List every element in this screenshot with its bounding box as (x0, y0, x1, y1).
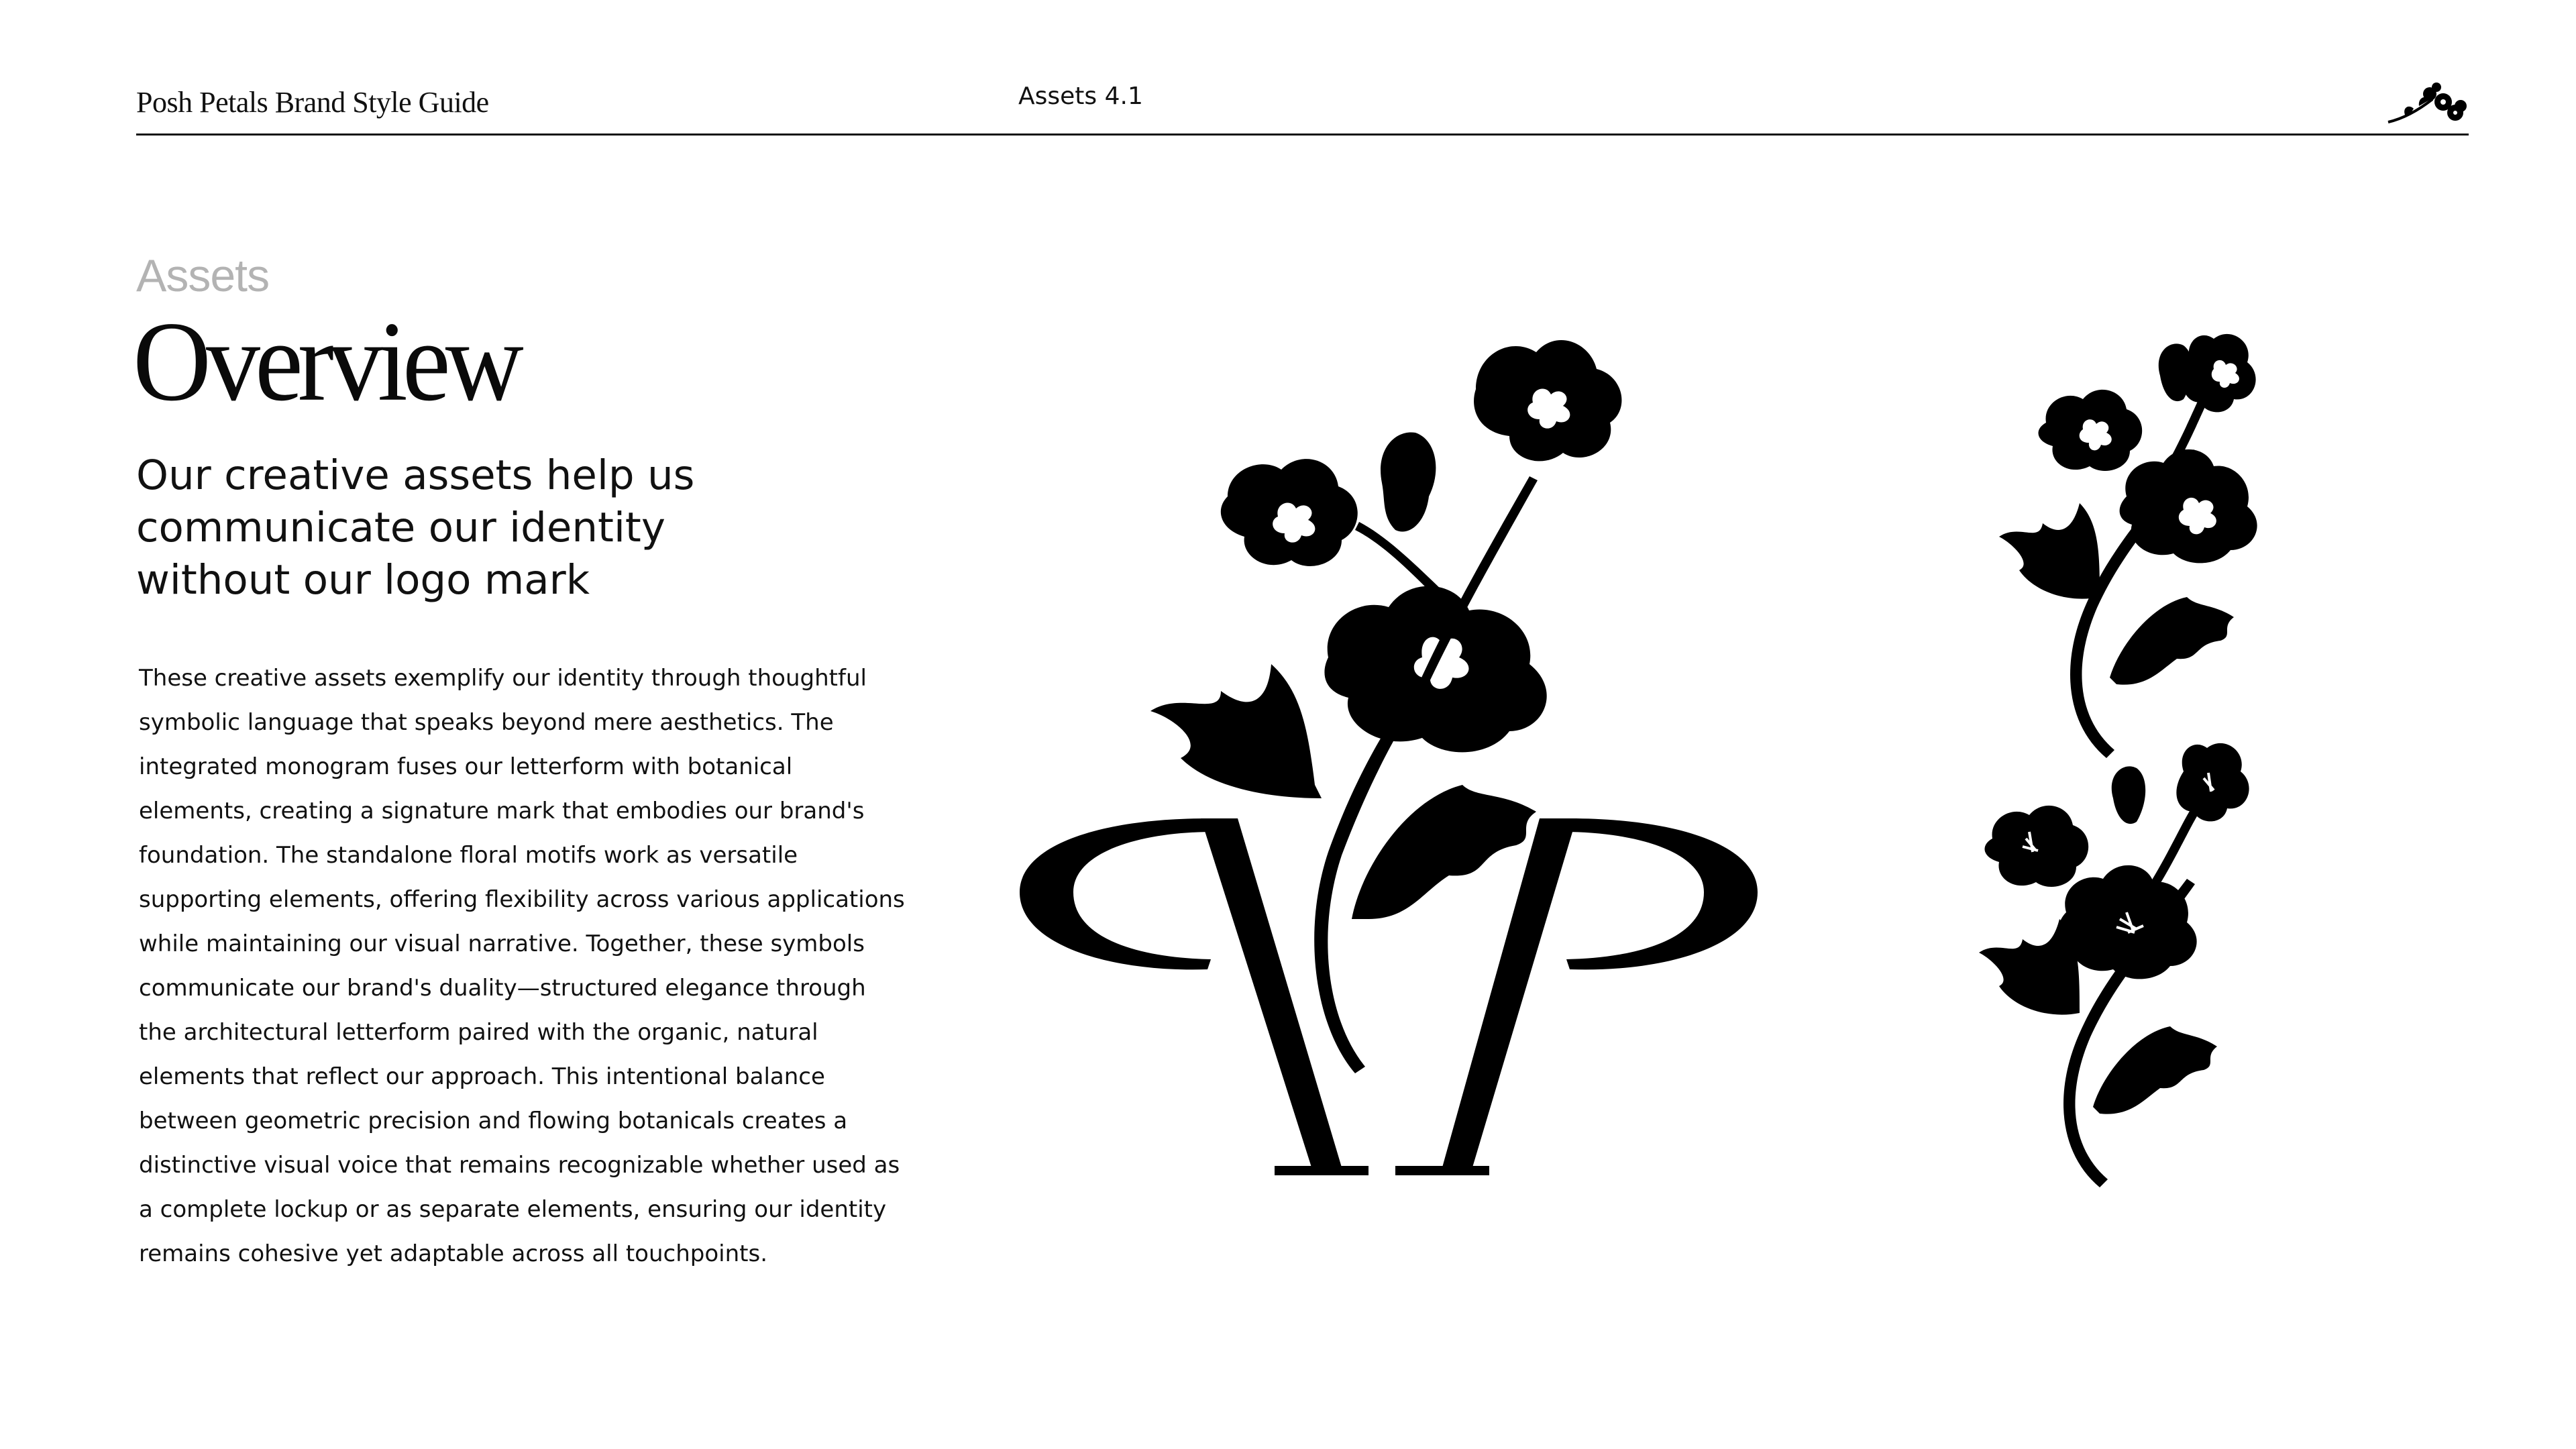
blossom-branch-icon (1952, 731, 2301, 1201)
body-line: distinctive visual voice that remains recognizable whether used as (139, 1152, 900, 1179)
body-line: These creative assets exemplify our identity through thoughtful (139, 665, 867, 692)
body-line: remains cohesive yet adaptable across all touchpoints. (139, 1240, 768, 1267)
body-line: while maintaining our visual narrative. Together, these symbols (139, 930, 865, 957)
page-header (136, 0, 2469, 136)
pp-monogram-with-floral-icon (1006, 315, 1771, 1187)
brand-name: Posh Petals Brand Style Guide (136, 86, 489, 119)
body-line: elements, creating a signature mark that embodies our brand's (139, 798, 865, 824)
body-line: elements that reflect our approach. This intentional balance (139, 1063, 825, 1090)
subtitle-line: without our logo mark (136, 556, 590, 604)
body-paragraph (139, 656, 905, 1276)
body-line: supporting elements, offering flexibility across various applications (139, 886, 905, 913)
body-line: integrated monogram fuses our letterform with botanical (139, 753, 793, 780)
body-line: between geometric precision and flowing botanicals creates a (139, 1108, 848, 1134)
body-line: foundation. The standalone floral motifs work as versatile (139, 842, 798, 869)
body-line: a complete lockup or as separate elements, ensuring our identity (139, 1196, 887, 1223)
floral-sprig-icon (2385, 79, 2469, 127)
floral-branch-icon (1959, 315, 2308, 771)
header-divider (136, 133, 2469, 136)
body-line: the architectural letterform paired with the organic, natural (139, 1019, 818, 1046)
body-line: symbolic language that speaks beyond mere aesthetics. The (139, 709, 834, 736)
subtitle-line: communicate our identity (136, 504, 665, 551)
subtitle (136, 449, 740, 606)
subtitle-line: Our creative assets help us (136, 451, 695, 499)
section-eyebrow: Assets (136, 250, 270, 301)
body-line: communicate our brand's duality—structured elegance through (139, 975, 866, 1002)
section-number: Assets 4.1 (1018, 83, 1143, 110)
page-title: Overview (133, 299, 519, 425)
